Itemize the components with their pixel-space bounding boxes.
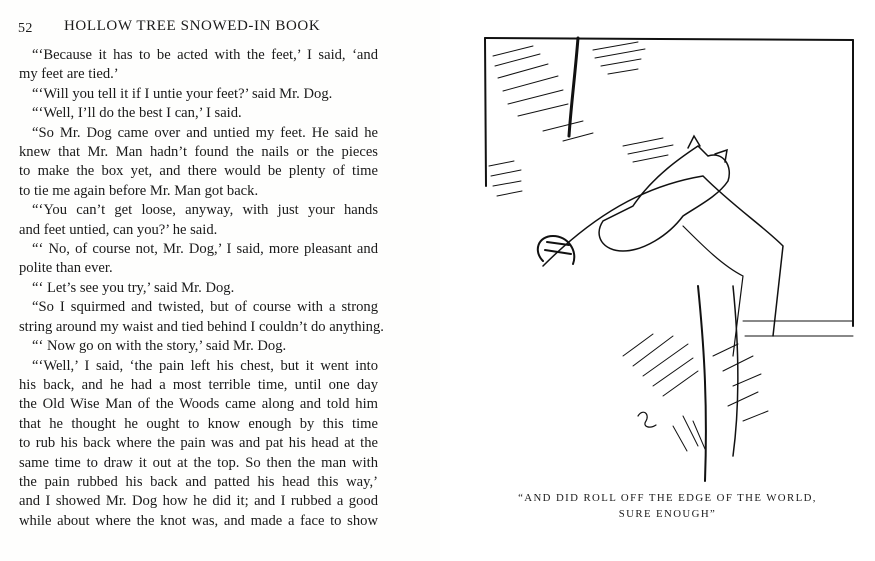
page-number: 52 bbox=[18, 21, 33, 36]
raccoon-body bbox=[599, 146, 729, 251]
book-title-header: HOLLOW TREE SNOWED-IN BOOK bbox=[64, 18, 321, 34]
caption-line-1: “AND DID ROLL OFF THE EDGE OF THE WORLD, bbox=[518, 492, 817, 504]
text-line: “‘You can’t get loose, anyway, with just your hands bbox=[32, 202, 378, 219]
text-line: “So I squirmed and twisted, but of course with a strong bbox=[32, 299, 378, 316]
text-line: “‘Because it has to be acted with the feet,’ I said, ‘and bbox=[32, 47, 378, 63]
text-line: “‘Will you tell it if I untie your feet?’ said Mr. Dog. bbox=[32, 85, 333, 102]
frame-top bbox=[485, 38, 853, 40]
text-line: to rub his back where the pain was and pat his head at the bbox=[19, 435, 378, 452]
text-line: “So Mr. Dog came over and untied my feet. He said he bbox=[32, 124, 378, 141]
body-text bbox=[19, 46, 384, 531]
frame-left bbox=[485, 38, 486, 186]
caption-line-2: SURE ENOUGH” bbox=[618, 508, 717, 520]
text-line: while about where the knot was, and made a face to show bbox=[19, 512, 378, 529]
text-line: “‘Well,’ I said, ‘the pain left his chest, but it went into bbox=[32, 357, 378, 374]
stump bbox=[698, 286, 706, 481]
raccoon-tail bbox=[538, 236, 575, 264]
text-line: the pain rubbed his back and patted his head this way,’ bbox=[19, 473, 378, 490]
text-line: “‘Well, I’ll do the best I can,’ I said. bbox=[32, 105, 242, 122]
illustration-caption bbox=[460, 490, 875, 522]
text-line: “‘ Now go on with the story,’ said Mr. Dog. bbox=[32, 338, 287, 355]
running-head bbox=[18, 18, 378, 40]
grass-hatching bbox=[623, 334, 768, 451]
text-line: his back, and he had a most terrible time, until one day bbox=[19, 376, 378, 393]
text-line: my feet are tied.’ bbox=[19, 66, 119, 83]
text-line: “‘ No, of course not, Mr. Dog,’ I said, more pleasant and bbox=[32, 241, 378, 258]
text-line: the Old Wise Man of the Woods came along and told him bbox=[19, 396, 378, 413]
raccoon-ledge-drawing bbox=[483, 36, 855, 486]
text-line: string around my waist and tied behind I couldn’t do anything. bbox=[19, 318, 384, 335]
artist-signature bbox=[638, 412, 656, 427]
foliage-hatching bbox=[489, 42, 673, 196]
text-line: that he thought he ought to know enough by this time bbox=[19, 415, 378, 432]
text-line: “‘ Let’s see you try,’ said Mr. Dog. bbox=[32, 279, 235, 296]
text-line: to make the box yet, and there would be plenty of time bbox=[19, 163, 378, 180]
ground-lines bbox=[743, 321, 853, 336]
illustration bbox=[483, 36, 855, 486]
text-line: polite than ever. bbox=[19, 260, 113, 277]
rock-ledge bbox=[543, 176, 783, 336]
text-line: knew that Mr. Man hadn’t found the nails or the pieces bbox=[19, 144, 378, 161]
text-line: and I showed Mr. Dog how he did it; and I rubbed a good bbox=[19, 493, 378, 510]
text-line: to tie me again before Mr. Man got back. bbox=[19, 182, 259, 199]
tree-trunk bbox=[569, 38, 578, 136]
text-line: and feet untied, can you?’ he said. bbox=[19, 221, 218, 238]
text-line: same time to draw it out at the top. So then the man with bbox=[19, 454, 378, 471]
